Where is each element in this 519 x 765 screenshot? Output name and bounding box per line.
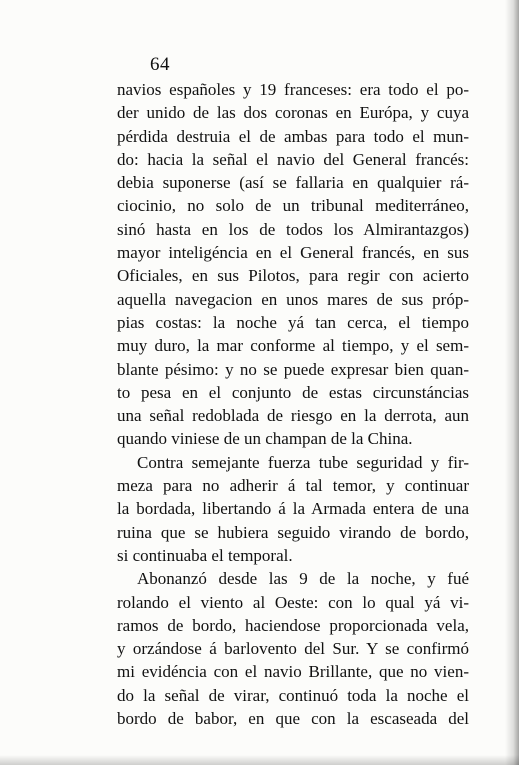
text-line: ramos de bordo, haciendose proporcionada vela, <box>117 615 469 635</box>
text-line: pérdida destruia el de ambas para todo el mun- <box>117 126 469 146</box>
text-line: muy duro, la mar conforme al tiempo, y el sem- <box>117 336 469 356</box>
text-line: mi evidéncia con el navio Brillante, que no vien- <box>117 662 469 682</box>
text-line: pias costas: la noche yá tan cerca, el tiempo <box>117 312 469 332</box>
body-text <box>117 78 469 730</box>
text-line: rolando el viento al Oeste: con lo qual yá vi- <box>117 592 469 612</box>
text-line: der unido de las dos coronas en Európa, y cuya <box>117 103 469 123</box>
text-line: y orzándose á barlovento del Sur. Y se confirmó <box>117 639 469 659</box>
text-line: meza para no adherir á tal temor, y continuar <box>117 476 469 496</box>
text-line: do: hacia la señal el navio del General francés: <box>117 149 469 169</box>
page-edge-shadow <box>505 0 519 765</box>
text-line: to pesa en el conjunto de estas circunstáncias <box>117 382 469 402</box>
text-line: aquella navegacion en unos mares de sus próp- <box>117 289 469 309</box>
text-line: blante pésimo: y no se puede expresar bien quan- <box>117 359 469 379</box>
text-line: ruina que se hubiera seguido virando de bordo, <box>117 522 469 542</box>
text-line: do la señal de virar, continuó toda la noche el <box>117 685 469 705</box>
text-line: Contra semejante fuerza tube seguridad y fir- <box>137 452 469 472</box>
page-number: 64 <box>150 54 170 75</box>
text-line: ciocinio, no solo de un tribunal mediterráneo, <box>117 196 469 216</box>
text-line: sinó hasta en los de todos los Almirantazgos) <box>117 219 469 239</box>
text-line: Oficiales, en sus Pilotos, para regir con acierto <box>117 266 469 286</box>
text-line: la bordada, libertando á la Armada entera de una <box>117 499 469 519</box>
text-line: quando viniese de un champan de la China. <box>117 429 413 449</box>
text-line: mayor inteligéncia en el General francés, en sus <box>117 243 469 263</box>
text-line: Abonanzó desde las 9 de la noche, y fué <box>137 569 469 589</box>
text-line: si continuaba el temporal. <box>117 545 293 565</box>
page-bottom-shadow <box>0 755 519 765</box>
text-line: debia suponerse (así se fallaria en qualquier rá- <box>117 173 469 193</box>
text-line: bordo de babor, en que con la escaseada del <box>117 709 469 729</box>
text-line: una señal redoblada de riesgo en la derrota, aun <box>117 406 469 426</box>
text-line: navios españoles y 19 franceses: era todo el po- <box>117 80 469 99</box>
